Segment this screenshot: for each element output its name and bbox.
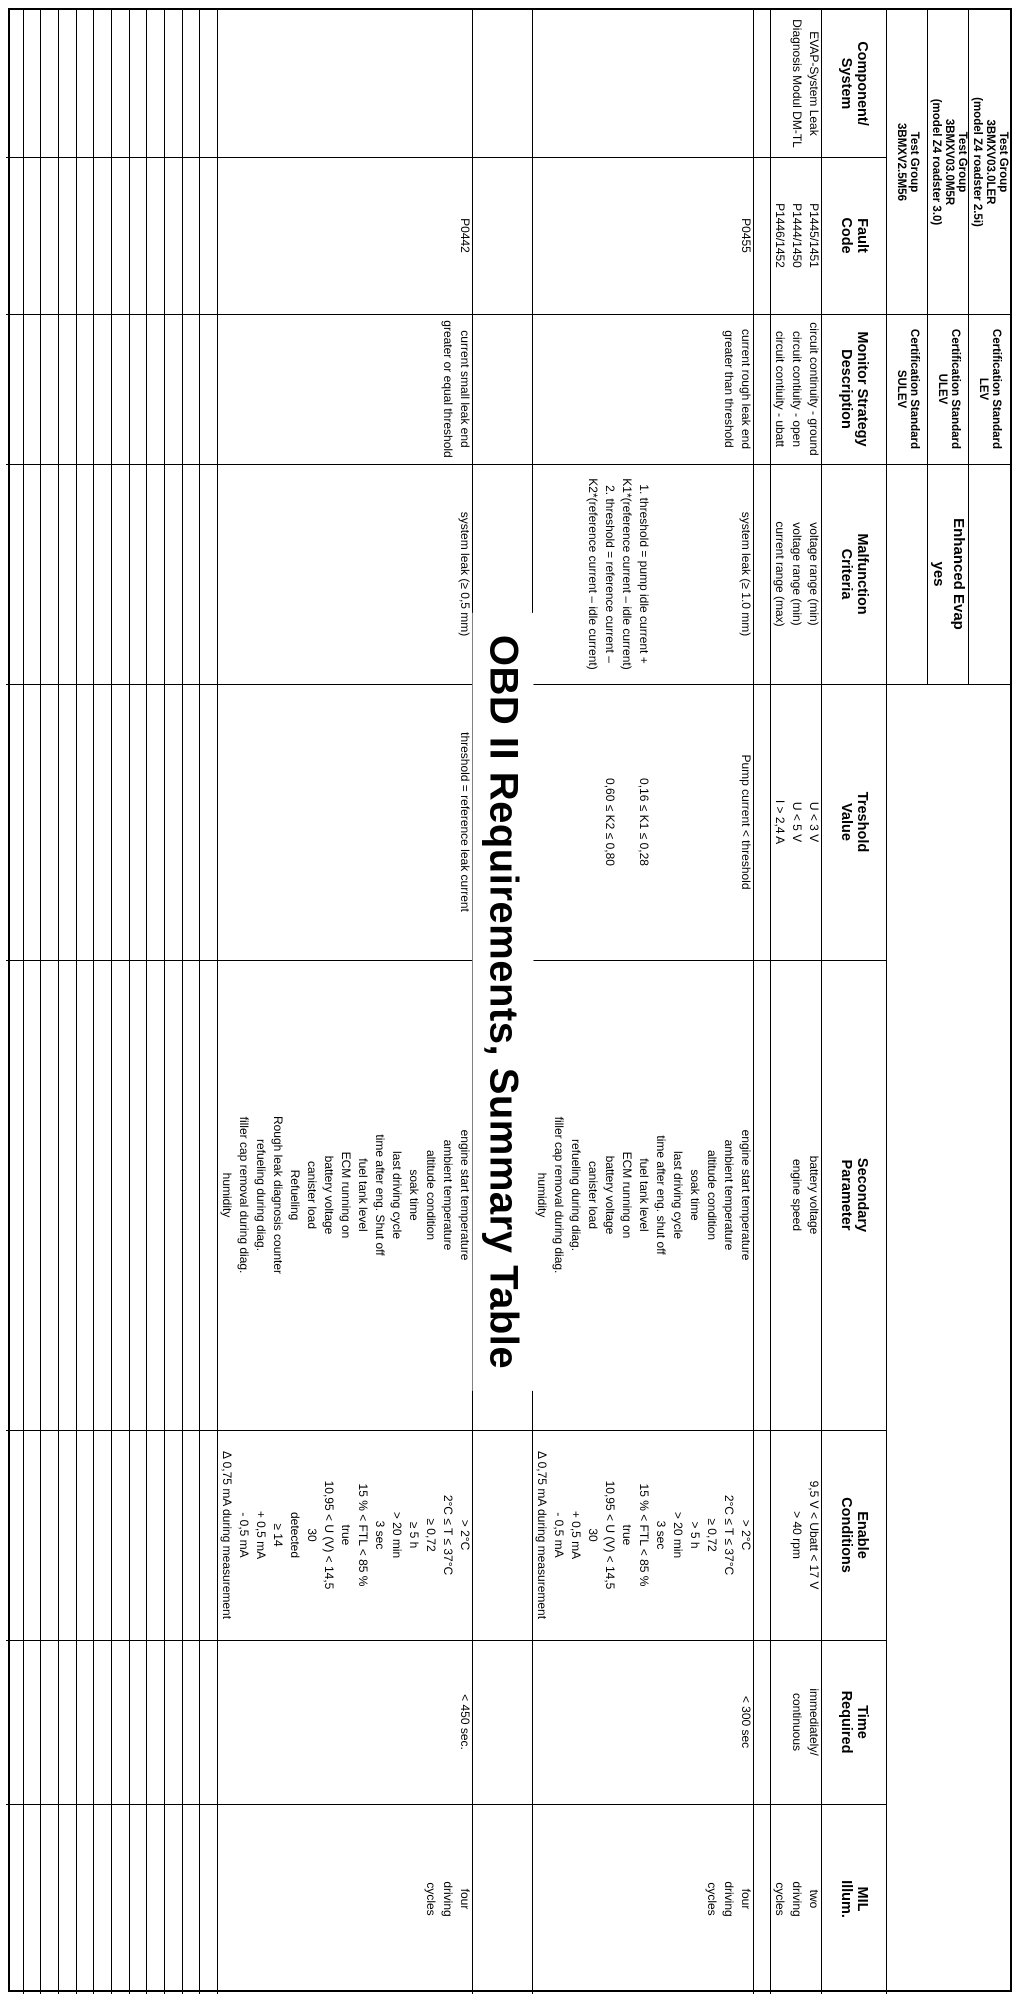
cell-line: ambient temperature bbox=[722, 1139, 736, 1251]
column-header-enable-conditions bbox=[822, 1430, 887, 1640]
certification-standard-cell bbox=[969, 314, 1010, 464]
cell-line: < 300 sec bbox=[739, 1695, 753, 1749]
cell-line: 3 sec bbox=[373, 1520, 387, 1550]
divider-line bbox=[146, 10, 147, 1994]
cell-component-system bbox=[771, 10, 822, 157]
cell-line: + 0,5 mA bbox=[569, 1510, 583, 1560]
cell-line: Certification Standard bbox=[990, 328, 1003, 450]
cell-line: > 2°C bbox=[739, 1519, 753, 1551]
cell-line: Certification Standard bbox=[949, 328, 962, 450]
cell-line: altitude condition bbox=[424, 1149, 438, 1241]
cell-malfunction-criteria bbox=[533, 464, 754, 684]
cell-line: 2°C ≤ T ≤ 37°C bbox=[441, 1494, 455, 1576]
cell-line: Test Group bbox=[908, 131, 921, 193]
cell-line: refueling during diag. bbox=[254, 1138, 268, 1252]
cell-line: Δ 0,75 mA during measurement bbox=[535, 1450, 549, 1620]
cell-line: fuel tank level bbox=[356, 1158, 370, 1232]
divider-line bbox=[76, 10, 77, 1994]
cell-line: + 0,5 mA bbox=[254, 1510, 268, 1560]
cell-line: engine start temperature bbox=[458, 1129, 472, 1261]
cell-line: 3BMXV2.5M56 bbox=[895, 123, 908, 201]
cell-line: filler cap removal during diag. bbox=[552, 1116, 566, 1274]
cell-time-required bbox=[771, 1640, 822, 1804]
cell-line: true bbox=[339, 1524, 353, 1546]
cell-fault-code bbox=[218, 157, 473, 314]
cell-line: greater or equal threshold bbox=[441, 320, 455, 458]
divider-line bbox=[93, 10, 94, 1994]
cell-line: ambient temperature bbox=[441, 1139, 455, 1251]
cell-secondary-parameter bbox=[771, 960, 822, 1430]
cell-line: circuit contiuity - open bbox=[790, 330, 804, 448]
cell-mil-illum bbox=[218, 1804, 473, 1994]
cell-line: 2°C ≤ T ≤ 37°C bbox=[722, 1494, 736, 1576]
cell-line: driving bbox=[441, 1881, 455, 1917]
cell-line: fuel tank level bbox=[637, 1158, 651, 1232]
cell-line: humidity bbox=[535, 1172, 549, 1218]
column-header-row bbox=[822, 10, 887, 1994]
divider-line bbox=[23, 10, 24, 1994]
cell-line: Pump current < threshold bbox=[739, 754, 753, 890]
cell-line: circuit continuity - ground bbox=[807, 322, 821, 456]
cell-line: continuous bbox=[790, 1692, 804, 1752]
cell-line: Treshold bbox=[854, 791, 871, 853]
cell-fault-code bbox=[533, 157, 754, 314]
divider-line bbox=[927, 10, 928, 684]
cell-line: > 2°C bbox=[458, 1519, 472, 1551]
cell-line: LEV bbox=[977, 377, 990, 401]
cell-line: engine start temperature bbox=[739, 1129, 753, 1261]
cell-time-required bbox=[533, 1640, 754, 1804]
cell-line: ≥ 0,72 bbox=[424, 1518, 438, 1552]
cell-line: Test Group bbox=[956, 131, 968, 193]
cell-line: filler cap removal during diag. bbox=[237, 1116, 251, 1274]
cell-line: K2*(reference current – idle current) bbox=[586, 478, 600, 670]
cell-line: two bbox=[807, 1889, 821, 1909]
column-header-mil-illum bbox=[822, 1804, 887, 1994]
cell-line: 0,60 ≤ K2 ≤ 0,80 bbox=[603, 778, 617, 866]
cell-line: Refueling bbox=[288, 1169, 302, 1221]
cell-line: I > 2,4 A bbox=[773, 799, 787, 845]
column-header-time-required bbox=[822, 1640, 887, 1804]
column-header-monitor-strategy bbox=[822, 314, 887, 464]
cell-line: Certification Standard bbox=[908, 328, 921, 450]
cell-line: time after eng. Shut off bbox=[373, 1134, 387, 1256]
cell-line: last driving cycle bbox=[671, 1150, 685, 1240]
cell-line: driving bbox=[790, 1881, 804, 1917]
cell-line: detected bbox=[288, 1511, 302, 1559]
cell-line: 3BMXV03.0LER bbox=[984, 119, 996, 205]
cell-line: 30 bbox=[305, 1528, 319, 1542]
cell-line: soak time bbox=[407, 1169, 421, 1221]
cell-line: ≥ 14 bbox=[271, 1523, 285, 1547]
cell-malfunction-criteria bbox=[218, 464, 473, 684]
cell-line: (model Z4 roadster 3.0) bbox=[930, 98, 942, 226]
cell-line: cycles bbox=[424, 1882, 438, 1916]
cell-line: - 0,5 mA bbox=[552, 1512, 566, 1558]
cell-line: Rough leak diagnosis counter bbox=[271, 1115, 285, 1275]
cell-line: soak time bbox=[688, 1169, 702, 1221]
cell-line: Fault bbox=[854, 218, 871, 253]
cell-line: 10,95 < U (V) < 14,5 bbox=[322, 1480, 336, 1590]
cell-line: K1*(reference current – idle current) bbox=[620, 478, 634, 670]
cell-line: system leak (≥ 1.0 mm) bbox=[739, 511, 753, 637]
cell-monitor-strategy bbox=[771, 314, 822, 464]
cell-line: U < 5 V bbox=[790, 801, 804, 843]
cell-monitor-strategy bbox=[533, 314, 754, 464]
cell-line: battery voltage bbox=[603, 1155, 617, 1235]
cell-line: four bbox=[458, 1888, 472, 1910]
cell-line: Malfunction bbox=[854, 533, 871, 615]
table-block-p0455 bbox=[533, 10, 754, 1994]
cell-line: battery voltage bbox=[322, 1155, 336, 1235]
cell-fault-code bbox=[771, 157, 822, 314]
cell-line: MIL bbox=[854, 1886, 871, 1912]
cell-line: cycles bbox=[705, 1882, 719, 1916]
cell-line: refueling during diag. bbox=[569, 1138, 583, 1252]
cell-secondary-parameter bbox=[218, 960, 473, 1430]
cell-mil-illum bbox=[771, 1804, 822, 1994]
cell-line: Diagnosis Modul DM-TL bbox=[790, 19, 804, 148]
cell-line: U < 3 V bbox=[807, 801, 821, 843]
cell-component-system bbox=[533, 10, 754, 157]
certification-standard-cell bbox=[928, 314, 969, 464]
divider-line bbox=[164, 10, 165, 1994]
cell-secondary-parameter bbox=[533, 960, 754, 1430]
cell-line: 1. threshold = pump idle current + bbox=[637, 484, 651, 664]
cell-line: - 0,5 mA bbox=[237, 1512, 251, 1558]
divider-line bbox=[111, 10, 112, 1994]
test-group-cell bbox=[887, 10, 928, 314]
cell-line: 2. threshold = reference current – bbox=[603, 485, 617, 663]
cell-line: Secondary bbox=[854, 1157, 871, 1233]
cell-line: P0442 bbox=[458, 218, 472, 253]
cell-line: > 5 h bbox=[688, 1521, 702, 1549]
cell-line: 9,5 V < Ubatt < 17 V bbox=[807, 1480, 821, 1590]
cell-line: greater than threshold bbox=[722, 330, 736, 448]
cell-line: canister load bbox=[586, 1160, 600, 1230]
divider-line bbox=[199, 10, 200, 1994]
cell-line: time after eng. shut off bbox=[654, 1135, 668, 1255]
cell-line: Component/ bbox=[854, 41, 871, 126]
cell-line: current rough leak end bbox=[739, 328, 753, 450]
cell-line: system leak (≥ 0,5 mm) bbox=[458, 511, 472, 637]
cell-line: 3BMXV03.0M5R bbox=[943, 118, 955, 206]
cell-line: 15 % < FTL < 85 % bbox=[356, 1483, 370, 1587]
cell-line: Enable bbox=[854, 1511, 871, 1559]
cell-line: 3 sec bbox=[654, 1520, 668, 1550]
test-group-cell bbox=[928, 10, 969, 314]
cell-line: P1444/1450 bbox=[790, 203, 804, 268]
column-header-component-system bbox=[822, 10, 887, 157]
cell-line: voltage range (min) bbox=[790, 522, 804, 626]
divider-line bbox=[182, 10, 183, 1994]
table-title: OBD II Requirements, Summary Table bbox=[473, 613, 534, 1391]
cell-line: > 40 rpm bbox=[790, 1511, 804, 1559]
cell-line: Criteria bbox=[838, 548, 855, 600]
column-header-fault-code bbox=[822, 157, 887, 314]
cell-enable-conditions bbox=[533, 1430, 754, 1640]
cell-line: 15 % < FTL < 85 % bbox=[637, 1483, 651, 1587]
cell-line: Enhanced Evap bbox=[950, 518, 968, 630]
cell-line: circuit contiuity - ubatt bbox=[773, 330, 787, 448]
table-block-dmtl bbox=[771, 10, 822, 1994]
cell-line: > 20 min bbox=[390, 1511, 404, 1559]
cell-line: Required bbox=[838, 1690, 855, 1754]
cell-line: 30 bbox=[586, 1528, 600, 1542]
cell-line: Test Group bbox=[997, 131, 1009, 193]
cell-treshold-value bbox=[218, 684, 473, 960]
cell-enable-conditions bbox=[218, 1430, 473, 1640]
cell-line: (model Z4 roadster 2.5i) bbox=[971, 97, 983, 227]
cell-line: Parameter bbox=[838, 1159, 855, 1231]
cell-line: last driving cycle bbox=[390, 1150, 404, 1240]
cell-line: SULEV bbox=[895, 369, 908, 409]
cell-monitor-strategy bbox=[218, 314, 473, 464]
certification-standard-cell bbox=[887, 314, 928, 464]
column-header-malfunction-criteria bbox=[822, 464, 887, 684]
cell-line: P0455 bbox=[739, 218, 753, 253]
cell-line: yes bbox=[930, 561, 948, 587]
cell-line: immediately/ bbox=[807, 1688, 821, 1756]
column-header-treshold-value bbox=[822, 684, 887, 960]
cell-line: Value bbox=[838, 803, 855, 841]
cell-time-required bbox=[218, 1640, 473, 1804]
cell-treshold-value bbox=[771, 684, 822, 960]
divider-line bbox=[58, 10, 59, 1994]
test-group-cell bbox=[969, 10, 1010, 314]
cell-line: > 20 min bbox=[671, 1511, 685, 1559]
cell-line: current small leak end bbox=[458, 330, 472, 448]
cell-line: cycles bbox=[773, 1882, 787, 1916]
cell-line: driving bbox=[722, 1881, 736, 1917]
cell-line: Time bbox=[854, 1705, 871, 1739]
cell-line: ULEV bbox=[936, 373, 949, 405]
cell-component-system bbox=[218, 10, 473, 157]
cell-enable-conditions bbox=[771, 1430, 822, 1640]
summary-table bbox=[8, 8, 1012, 1992]
cell-line: ≥ 0,72 bbox=[705, 1518, 719, 1552]
cell-line: Monitor Strategy bbox=[854, 331, 871, 447]
cell-line: Code bbox=[838, 217, 855, 254]
cell-line: ECM running on bbox=[339, 1151, 353, 1239]
divider-line bbox=[40, 10, 41, 1994]
cell-line: ≥ 5 h bbox=[407, 1521, 421, 1549]
cell-line: Description bbox=[838, 349, 855, 429]
cell-line: ECM running on bbox=[620, 1151, 634, 1239]
cell-treshold-value bbox=[533, 684, 754, 960]
cell-line: 0,16 ≤ K1 ≤ 0,28 bbox=[637, 778, 651, 866]
table-block-p0442 bbox=[218, 10, 473, 1994]
cell-line: voltage range (min) bbox=[807, 522, 821, 626]
cell-line: 10,95 < U (V) < 14,5 bbox=[603, 1480, 617, 1590]
cell-mil-illum bbox=[533, 1804, 754, 1994]
cell-line: Illum. bbox=[838, 1880, 855, 1918]
cell-line: canister load bbox=[305, 1160, 319, 1230]
cell-line: altitude condition bbox=[705, 1149, 719, 1241]
cell-line: System bbox=[838, 57, 855, 110]
cell-line: battery voltage bbox=[807, 1155, 821, 1235]
enhanced-evap-cell bbox=[887, 464, 1010, 684]
cell-line: current range (max) bbox=[773, 521, 787, 627]
cell-line: < 450 sec. bbox=[458, 1694, 472, 1750]
divider-line bbox=[968, 10, 969, 684]
cell-line: true bbox=[620, 1524, 634, 1546]
cell-line: EVAP-System Leak bbox=[807, 31, 821, 136]
cell-line: Δ 0,75 mA during measurement bbox=[220, 1450, 234, 1620]
divider-line bbox=[129, 10, 130, 1994]
cell-line: Conditions bbox=[838, 1497, 855, 1573]
cell-line: engine speed bbox=[790, 1158, 804, 1232]
cell-line: four bbox=[739, 1888, 753, 1910]
cell-line: P1446/1452 bbox=[773, 203, 787, 268]
cell-line: P1445/1451 bbox=[807, 203, 821, 268]
column-header-secondary-parameter bbox=[822, 960, 887, 1430]
cell-line: threshold = reference leak current bbox=[458, 732, 472, 912]
cell-malfunction-criteria bbox=[771, 464, 822, 684]
cell-line: humidity bbox=[220, 1172, 234, 1218]
